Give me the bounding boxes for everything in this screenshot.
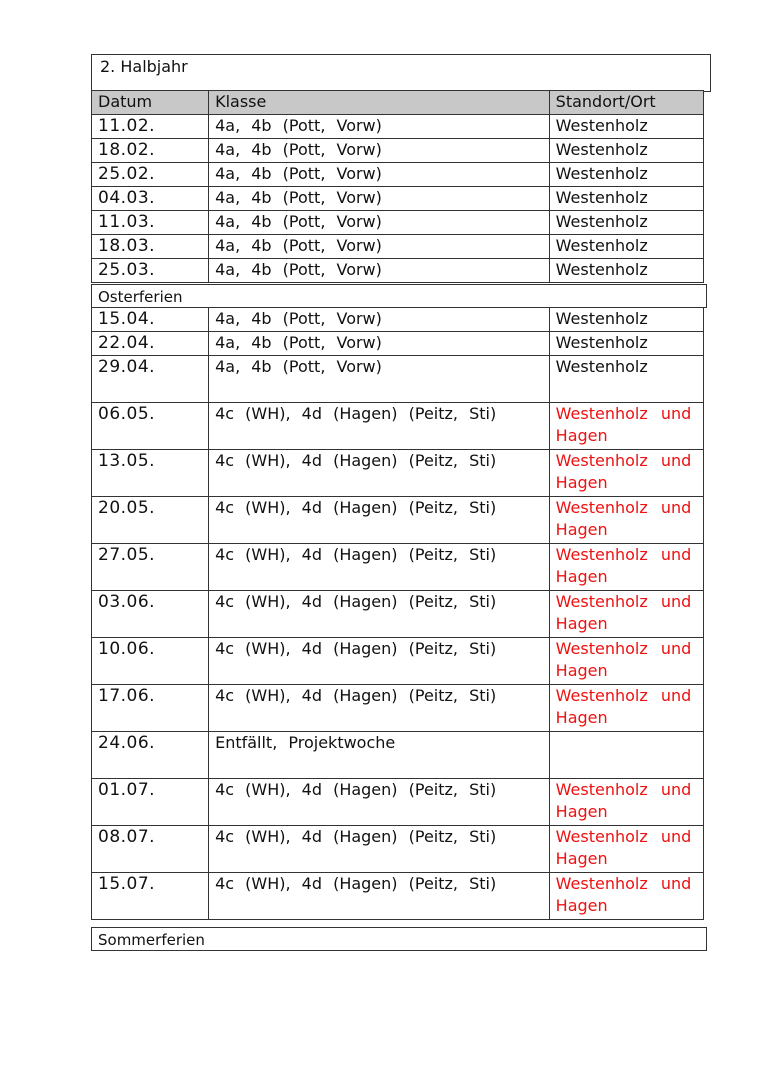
- table-row: [92, 211, 704, 235]
- date-cell: 01.07.: [92, 779, 209, 826]
- table-row: [92, 873, 704, 920]
- klasse-cell: 4a, 4b (Pott, Vorw): [209, 211, 550, 235]
- header-klasse: Klasse: [209, 91, 550, 115]
- schedule-table-part1: [91, 90, 704, 283]
- table-row: [92, 332, 704, 356]
- date-cell: 18.02.: [92, 139, 209, 163]
- sommerferien-band: Sommerferien: [91, 927, 707, 951]
- table-row: [92, 732, 704, 779]
- standort-cell: Westenholz: [549, 163, 703, 187]
- header-datum: Datum: [92, 91, 209, 115]
- standort-cell: Westenholz und Hagen: [549, 544, 703, 591]
- standort-cell: Westenholz: [549, 211, 703, 235]
- header-standort: Standort/Ort: [549, 91, 703, 115]
- table-row: [92, 139, 704, 163]
- table-row: [92, 235, 704, 259]
- klasse-cell: 4a, 4b (Pott, Vorw): [209, 163, 550, 187]
- klasse-cell: 4a, 4b (Pott, Vorw): [209, 308, 550, 332]
- klasse-cell: 4c (WH), 4d (Hagen) (Peitz, Sti): [209, 450, 550, 497]
- date-cell: 15.04.: [92, 308, 209, 332]
- date-cell: 13.05.: [92, 450, 209, 497]
- date-cell: 10.06.: [92, 638, 209, 685]
- date-cell: 25.02.: [92, 163, 209, 187]
- standort-cell: Westenholz: [549, 332, 703, 356]
- standort-cell: Westenholz und Hagen: [549, 497, 703, 544]
- klasse-cell: Entfällt, Projektwoche: [209, 732, 550, 779]
- osterferien-band: Osterferien: [91, 284, 707, 308]
- table-row: [92, 779, 704, 826]
- table-row: [92, 356, 704, 403]
- standort-cell: Westenholz: [549, 115, 703, 139]
- klasse-cell: 4a, 4b (Pott, Vorw): [209, 259, 550, 283]
- table-row: [92, 115, 704, 139]
- date-cell: 24.06.: [92, 732, 209, 779]
- table-row: [92, 163, 704, 187]
- semester-title: 2. Halbjahr: [91, 54, 711, 92]
- table-row: [92, 187, 704, 211]
- table-row: [92, 826, 704, 873]
- table-row: [92, 308, 704, 332]
- header-row: [92, 91, 704, 115]
- date-cell: 11.03.: [92, 211, 209, 235]
- table-row: [92, 544, 704, 591]
- standort-cell: [549, 732, 703, 779]
- table-row: [92, 685, 704, 732]
- klasse-cell: 4a, 4b (Pott, Vorw): [209, 139, 550, 163]
- klasse-cell: 4a, 4b (Pott, Vorw): [209, 115, 550, 139]
- date-cell: 04.03.: [92, 187, 209, 211]
- klasse-cell: 4c (WH), 4d (Hagen) (Peitz, Sti): [209, 826, 550, 873]
- klasse-cell: 4c (WH), 4d (Hagen) (Peitz, Sti): [209, 779, 550, 826]
- standort-cell: Westenholz und Hagen: [549, 450, 703, 497]
- klasse-cell: 4c (WH), 4d (Hagen) (Peitz, Sti): [209, 497, 550, 544]
- klasse-cell: 4a, 4b (Pott, Vorw): [209, 235, 550, 259]
- date-cell: 03.06.: [92, 591, 209, 638]
- date-cell: 25.03.: [92, 259, 209, 283]
- klasse-cell: 4c (WH), 4d (Hagen) (Peitz, Sti): [209, 591, 550, 638]
- standort-cell: Westenholz und Hagen: [549, 779, 703, 826]
- standort-cell: Westenholz: [549, 308, 703, 332]
- table-row: [92, 450, 704, 497]
- klasse-cell: 4c (WH), 4d (Hagen) (Peitz, Sti): [209, 544, 550, 591]
- date-cell: 15.07.: [92, 873, 209, 920]
- standort-cell: Westenholz und Hagen: [549, 685, 703, 732]
- klasse-cell: 4c (WH), 4d (Hagen) (Peitz, Sti): [209, 873, 550, 920]
- klasse-cell: 4a, 4b (Pott, Vorw): [209, 187, 550, 211]
- date-cell: 22.04.: [92, 332, 209, 356]
- klasse-cell: 4a, 4b (Pott, Vorw): [209, 332, 550, 356]
- date-cell: 18.03.: [92, 235, 209, 259]
- table-row: [92, 403, 704, 450]
- date-cell: 20.05.: [92, 497, 209, 544]
- table-row: [92, 638, 704, 685]
- standort-cell: Westenholz und Hagen: [549, 873, 703, 920]
- date-cell: 08.07.: [92, 826, 209, 873]
- klasse-cell: 4a, 4b (Pott, Vorw): [209, 356, 550, 403]
- table-row: [92, 259, 704, 283]
- standort-cell: Westenholz: [549, 187, 703, 211]
- klasse-cell: 4c (WH), 4d (Hagen) (Peitz, Sti): [209, 403, 550, 450]
- schedule-table-part2: [91, 307, 704, 920]
- klasse-cell: 4c (WH), 4d (Hagen) (Peitz, Sti): [209, 638, 550, 685]
- standort-cell: Westenholz und Hagen: [549, 638, 703, 685]
- standort-cell: Westenholz und Hagen: [549, 826, 703, 873]
- standort-cell: Westenholz: [549, 259, 703, 283]
- table-row: [92, 591, 704, 638]
- date-cell: 27.05.: [92, 544, 209, 591]
- standort-cell: Westenholz und Hagen: [549, 591, 703, 638]
- date-cell: 11.02.: [92, 115, 209, 139]
- date-cell: 29.04.: [92, 356, 209, 403]
- standort-cell: Westenholz und Hagen: [549, 403, 703, 450]
- standort-cell: Westenholz: [549, 235, 703, 259]
- table-row: [92, 497, 704, 544]
- standort-cell: Westenholz: [549, 139, 703, 163]
- standort-cell: Westenholz: [549, 356, 703, 403]
- date-cell: 06.05.: [92, 403, 209, 450]
- klasse-cell: 4c (WH), 4d (Hagen) (Peitz, Sti): [209, 685, 550, 732]
- date-cell: 17.06.: [92, 685, 209, 732]
